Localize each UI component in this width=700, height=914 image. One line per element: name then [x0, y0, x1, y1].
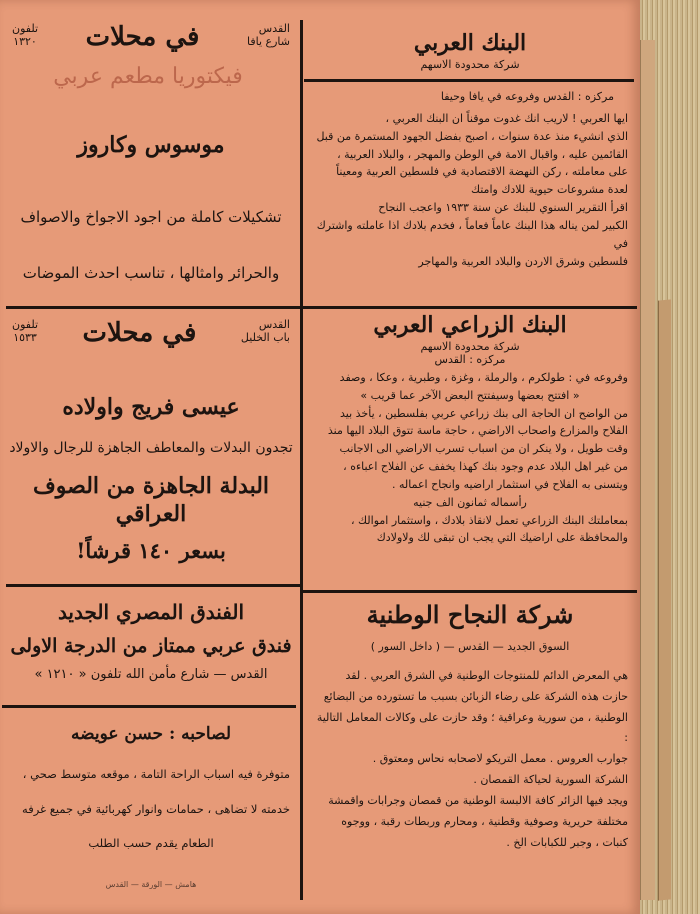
ad-headline: البدلة الجاهزة من الصوف العراقي — [32, 473, 270, 527]
ad-issa-freij — [6, 318, 296, 564]
street: شارع يافا — [247, 35, 290, 48]
text-line: فلسطين وشرق الاردن والبلاد العربية والمهاجر — [418, 254, 628, 268]
text-line: ويتسنى به الفلاح في استثمار اراضيه وانجاح اعماله . — [392, 477, 628, 491]
ad-line: خدمته لا تضاهى ، حمامات وانوار كهربائية في جميع غرفه — [22, 801, 290, 816]
bank-body — [306, 110, 634, 270]
brand-name: عيسى فريج واولاده — [62, 394, 240, 420]
bank-hq: مركزه : القدس وفروعه في يافا وحيفا — [440, 90, 614, 104]
ad-arab-agricultural-bank — [306, 312, 634, 547]
company-title: شركة النجاح الوطنية — [366, 600, 574, 629]
phone-number: ١٥٣٣ — [13, 331, 37, 344]
page-footer: هامش — الورقة — القدس — [105, 880, 197, 890]
phone-block — [12, 22, 38, 48]
divider — [303, 306, 637, 309]
handwritten-note: فيكتوريا مطعم عربي — [53, 64, 243, 89]
brand-name: موسوس وكاروز — [77, 132, 225, 158]
text-line: الوطنية ، من سورية وعراقية ؛ وقد حازت على وكالات المعامل التالية : — [316, 710, 628, 745]
hotel-owner: لصاحبه : حسن عويضه — [70, 724, 231, 744]
text-line: بمعاملتك البنك الزراعي تعمل لانقاذ بلادك ، واستثمار اموالك ، — [350, 513, 628, 527]
bank-name: البنك العربي — [413, 30, 527, 56]
ad-egyptian-hotel — [6, 600, 296, 890]
divider — [303, 590, 637, 593]
address-block — [247, 22, 290, 48]
text-line: ايها العربي ! لاريب انك غدوت موقناً ان البنك العربي ، — [385, 112, 628, 125]
in-shops-heading: في محلات — [82, 318, 197, 348]
hotel-subtitle: فندق عربي ممتاز من الدرجة الاولى — [10, 635, 292, 657]
text-line: حازت هذه الشركة على رضاء الزبائن بسبب ما تستورده من البضائع — [323, 689, 628, 703]
bank-hq: مركزه : القدس — [434, 353, 506, 367]
divider — [2, 705, 296, 708]
city: القدس — [258, 318, 290, 331]
phone-label: تلفون — [12, 22, 39, 35]
text-line: مختلفة حريرية وصوفية وقطنية ، ومحارم وربطات رقبة ، ووجوه — [341, 814, 628, 828]
text-line: اقرأ التقرير السنوي للبنك عن سنة ١٩٣٣ واعجب النجاح — [378, 201, 628, 215]
column-divider — [300, 20, 303, 900]
text-line: هي المعرض الدائم للمنتوجات الوطنية في الشرق العربي . لقد — [345, 668, 628, 682]
text-line: رأسماله ثمانون الف جنيه — [413, 495, 527, 509]
ad-line: الطعام يقدم حسب الطلب — [88, 836, 214, 850]
text-line: على معاملته ، ركن النهضة الاقتصادية في فلسطين العربية ومعيناً — [336, 165, 628, 179]
ad-line: متوفرة فيه اسباب الراحة التامة ، موقعه متوسط صحي ، — [22, 767, 290, 782]
text-line: الفلاح والمزارع واصحاب الاراضي ، حاجة ماسة تتوق البلاد اليها منذ — [327, 424, 628, 438]
phone-number: ١٣٢٠ — [13, 35, 37, 48]
page-tab — [658, 299, 671, 900]
text-line: الذي انشيء منذ عدة سنوات ، اصبح بفضل الجهود المستمرة من قبل — [316, 129, 628, 143]
text-line: الكبير لمن يناله هذا البنك عاماً فعاماً ، فخدم بلادك اذا عاملته واشترك في — [316, 218, 628, 250]
bank-name: البنك الزراعي العربي — [373, 312, 567, 338]
ad-line: والحرائر وامثالها ، تناسب احدث الموضات — [22, 264, 280, 283]
text-line: والمحافظة على اراضيك التي يجب ان تبقى لك ولاولادك — [376, 531, 628, 545]
text-line: من الواضح ان الحاجة الى بنك زراعي عربي بفلسطين ، يأخذ بيد — [340, 406, 628, 420]
text-line: الشركة السورية لحياكة القمصان . — [473, 773, 628, 787]
ad-line: تجدون البدلات والمعاطف الجاهزة للرجال والاولاد — [9, 439, 293, 456]
text-line: القائمين عليه ، واقبال الامة في الوطن والمهجر ، والبلاد العربية ، — [337, 147, 628, 161]
bank-subtitle: شركة محدودة الاسهم — [420, 57, 520, 71]
mousos-brand-block — [6, 132, 296, 283]
text-line: جوارب العروس . معمل التريكو لاصحابه نحاس ومعتوق . — [372, 752, 628, 766]
divider — [6, 306, 300, 309]
text-line: من غير اهل البلاد عدم وجود بنك كهذا يخفف عن الفلاح اعباءه ، — [343, 460, 628, 474]
ad-line: تشكيلات كاملة من اجود الاجواخ والاصواف — [20, 207, 282, 226]
bank-body — [306, 369, 634, 547]
hotel-address: القدس — شارع مأمن الله تلفون « ١٢١٠ » — [34, 666, 268, 682]
divider — [304, 79, 634, 82]
divider — [6, 584, 300, 587]
text-line: ويجد فيها الزائر كافة الالبسة الوطنية من قمصان وجرابات واقمشة — [328, 794, 628, 808]
in-shops-heading: في محلات — [85, 22, 200, 52]
city: القدس — [258, 22, 290, 35]
company-location: السوق الجديد — القدس — ( داخل السور ) — [370, 640, 570, 653]
hotel-title: الفندق المصري الجديد — [57, 600, 245, 624]
text-line: وقت طويل ، ولا ينكر ان من اسباب تسرب الاراضي الى الاجانب — [339, 442, 628, 456]
phone-block — [12, 318, 38, 344]
text-line: وفروعه في : طولكرم ، والرملة ، وغزة ، وطبرية ، وعكا ، وصفد — [339, 371, 628, 384]
text-line: لعدة مشروعات حيوية للادك وامتك — [470, 183, 628, 197]
price-line: بسعر ١٤٠ قرشاً! — [76, 538, 226, 563]
ad-najah-company — [306, 600, 634, 854]
address-block — [241, 318, 290, 344]
ad-mousos-karouz — [6, 22, 296, 52]
street: باب الخليل — [240, 331, 290, 344]
text-line: « افتتح بعضها وسيفتتح البعض الآخر عما قريب » — [360, 388, 580, 402]
text-line: كنبات ، وجبر للكبابات الخ . — [506, 835, 628, 849]
company-body — [306, 666, 634, 854]
ad-arab-bank — [306, 30, 634, 270]
page-tab — [640, 40, 655, 900]
phone-label: تلفون — [12, 318, 39, 331]
bank-subtitle: شركة محدودة الاسهم — [420, 339, 520, 353]
